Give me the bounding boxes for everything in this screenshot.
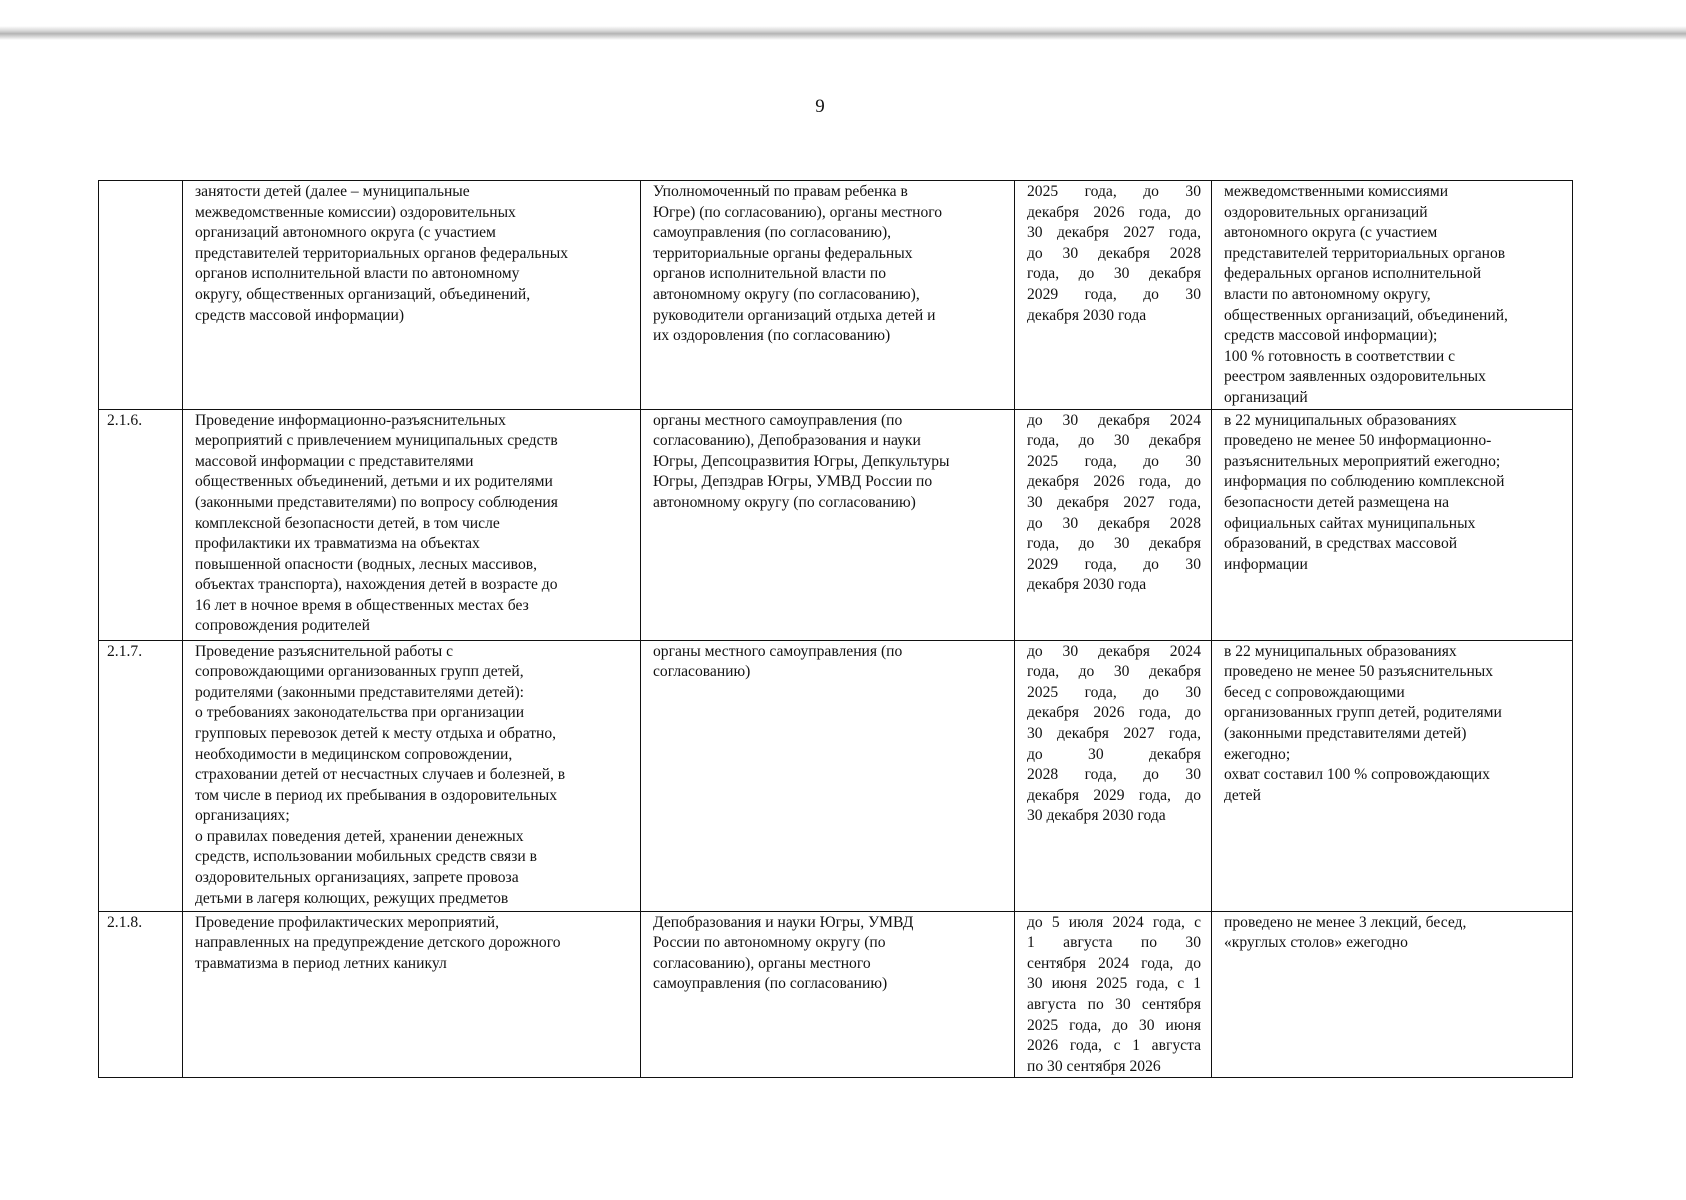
text-line: реестром заявленных оздоровительных: [1224, 368, 1486, 386]
text-line: том числе в период их пребывания в оздоровительных: [195, 786, 558, 804]
page-number: 9: [815, 96, 825, 117]
dates-text: [1027, 411, 1201, 596]
text-line: безопасности детей размещена на: [1224, 493, 1450, 511]
text-line: в 22 муниципальных образованиях: [1224, 642, 1457, 660]
event-cell: [183, 181, 641, 410]
text-line: Югры, Депздрав Югры, УМВД России по: [653, 473, 933, 491]
event-text: [195, 642, 630, 910]
text-line: Проведение информационно-разъяснительных: [195, 411, 506, 429]
result-text: [1224, 913, 1562, 954]
text-line: Югры, Депсоцразвития Югры, Депкультуры: [653, 452, 950, 470]
executors-cell: [641, 640, 1015, 911]
text-line: (законными представителями) по вопросу соблюдения: [195, 493, 558, 511]
dates-cell: [1015, 409, 1212, 640]
result-cell: [1212, 181, 1573, 410]
text-line: 2025 года, до 30: [1027, 683, 1201, 701]
text-line: согласованию), Депобразования и науки: [653, 432, 921, 450]
text-line: 30 декабря 2027 года,: [1027, 493, 1201, 511]
text-line: (законными представителями детей): [1224, 724, 1467, 742]
text-line: направленных на предупреждение детского дорожного: [195, 934, 561, 952]
event-cell: [183, 409, 641, 640]
plan-table: [98, 180, 1573, 1078]
text-line: мероприятий с привлечением муниципальных средств: [195, 432, 558, 450]
text-line: межведомственными комиссиями: [1224, 183, 1449, 200]
text-line: органов исполнительной власти по: [653, 265, 886, 283]
text-line: общественных организаций, объединений,: [1224, 306, 1508, 324]
plan-table-body: [99, 181, 1573, 1078]
text-line: занятости детей (далее – муниципальные: [195, 183, 470, 200]
event-cell: [183, 911, 641, 1078]
text-line: года, до 30 декабря: [1027, 663, 1201, 681]
event-text: [195, 411, 630, 638]
text-line: 2025 года, до 30 июня: [1027, 1016, 1201, 1034]
text-line: страховании детей от несчастных случаев и болезней, в: [195, 766, 566, 784]
text-line: комплексной безопасности детей, в том числе: [195, 514, 500, 532]
text-line: власти по автономному округу,: [1224, 285, 1431, 303]
text-line: декабря 2030 года: [1027, 576, 1147, 594]
text-line: организаций: [1224, 388, 1308, 406]
text-line: года, до 30 декабря: [1027, 265, 1201, 283]
table-row: [99, 181, 1573, 410]
text-line: 2028 года, до 30: [1027, 766, 1201, 784]
text-line: согласованию), органы местного: [653, 954, 871, 972]
text-line: самоуправления (по согласованию),: [653, 224, 892, 242]
table-row: [99, 911, 1573, 1078]
executors-cell: [641, 409, 1015, 640]
text-line: территориальные органы федеральных: [653, 244, 913, 262]
text-line: сопровождающими организованных групп детей,: [195, 663, 524, 681]
text-line: оздоровительных организаций: [1224, 203, 1428, 221]
text-line: Югре) (по согласованию), органы местного: [653, 203, 943, 221]
text-line: декабря 2030 года: [1027, 306, 1147, 324]
text-line: года, до 30 декабря: [1027, 432, 1201, 450]
text-line: органов исполнительной власти по автономному: [195, 265, 520, 283]
text-line: декабря 2026 года, до: [1027, 704, 1201, 722]
text-line: о требованиях законодательства при организации: [195, 704, 525, 722]
text-line: декабря 2029 года, до: [1027, 786, 1201, 804]
executors-cell: [641, 911, 1015, 1078]
text-line: проведено не менее 50 разъяснительных: [1224, 663, 1494, 681]
text-line: сентября 2024 года, до: [1027, 954, 1201, 972]
text-line: органы местного самоуправления (по: [653, 411, 903, 429]
text-line: информация по соблюдению комплексной: [1224, 473, 1505, 491]
item-number-cell: 2.1.7.: [99, 640, 183, 911]
text-line: 1 августа по 30: [1027, 934, 1201, 952]
text-line: сопровождения родителей: [195, 617, 370, 635]
text-line: 100 % готовность в соответствии с: [1224, 347, 1456, 365]
item-number-cell: 2.1.6.: [99, 409, 183, 640]
text-line: 2029 года, до 30: [1027, 555, 1201, 573]
text-line: 30 декабря 2027 года,: [1027, 224, 1201, 242]
text-line: охват составил 100 % сопровождающих: [1224, 766, 1490, 784]
text-line: августа по 30 сентября: [1027, 995, 1201, 1013]
text-line: Проведение разъяснительной работы с: [195, 642, 454, 660]
executors-text: [653, 411, 1004, 514]
text-line: до 30 декабря: [1027, 745, 1201, 763]
text-line: разъяснительных мероприятий ежегодно;: [1224, 452, 1501, 470]
dates-cell: [1015, 911, 1212, 1078]
text-line: организованных групп детей, родителями: [1224, 704, 1502, 722]
text-line: родителями (законными представителями детей):: [195, 683, 524, 701]
text-line: органы местного самоуправления (по: [653, 642, 903, 660]
text-line: декабря 2026 года, до: [1027, 203, 1201, 221]
result-cell: [1212, 640, 1573, 911]
text-line: 2026 года, с 1 августа: [1027, 1037, 1201, 1055]
text-line: Уполномоченный по правам ребенка в: [653, 183, 908, 200]
result-cell: [1212, 911, 1573, 1078]
result-cell: [1212, 409, 1573, 640]
text-line: необходимости в медицинском сопровождении,: [195, 745, 513, 763]
text-line: средств, использовании мобильных средств связи в: [195, 848, 537, 866]
text-line: в 22 муниципальных образованиях: [1224, 411, 1457, 429]
text-line: декабря 2026 года, до: [1027, 473, 1201, 491]
text-line: года, до 30 декабря: [1027, 535, 1201, 553]
text-line: повышенной опасности (водных, лесных массивов,: [195, 555, 537, 573]
text-line: детьми в лагеря колющих, режущих предметов: [195, 889, 509, 907]
text-line: проведено не менее 50 информационно-: [1224, 432, 1492, 450]
result-text: [1224, 411, 1562, 576]
item-number-cell: [99, 181, 183, 410]
result-text: [1224, 642, 1562, 807]
item-number-cell: 2.1.8.: [99, 911, 183, 1078]
text-line: согласованию): [653, 663, 751, 681]
dates-text: [1027, 913, 1201, 1078]
text-line: «круглых столов» ежегодно: [1224, 934, 1408, 952]
result-text: [1224, 182, 1562, 409]
dates-cell: [1015, 181, 1212, 410]
text-line: самоуправления (по согласованию): [653, 975, 888, 993]
event-text: [195, 182, 630, 326]
text-line: 2029 года, до 30: [1027, 285, 1201, 303]
text-line: до 30 декабря 2024: [1027, 642, 1201, 660]
text-line: средств массовой информации);: [1224, 327, 1438, 345]
dates-text: [1027, 642, 1201, 827]
scan-edge-artifact: [0, 26, 1686, 40]
text-line: 30 декабря 2030 года: [1027, 807, 1166, 825]
dates-cell: [1015, 640, 1212, 911]
text-line: России по автономному округу (по: [653, 934, 886, 952]
text-line: по 30 сентября 2026: [1027, 1057, 1161, 1075]
text-line: бесед с сопровождающими: [1224, 683, 1405, 701]
text-line: образований, в средствах массовой: [1224, 535, 1458, 553]
text-line: профилактики их травматизма на объектах: [195, 535, 480, 553]
text-line: информации: [1224, 555, 1308, 573]
text-line: автономного округа (с участием: [1224, 224, 1438, 242]
text-line: Проведение профилактических мероприятий,: [195, 913, 499, 931]
executors-text: [653, 913, 1004, 995]
text-line: организациях;: [195, 807, 290, 825]
text-line: автономному округу (по согласованию),: [653, 285, 920, 303]
text-line: их оздоровления (по согласованию): [653, 327, 891, 345]
text-line: средств массовой информации): [195, 306, 405, 324]
text-line: Депобразования и науки Югры, УМВД: [653, 913, 914, 931]
text-line: до 30 декабря 2028: [1027, 514, 1201, 532]
text-line: межведомственные комиссии) оздоровительных: [195, 203, 516, 221]
text-line: представителей территориальных органов федеральных: [195, 244, 569, 262]
event-cell: [183, 640, 641, 911]
text-line: общественных объединений, детьми и их родителями: [195, 473, 553, 491]
text-line: официальных сайтах муниципальных: [1224, 514, 1476, 532]
text-line: массовой информации с представителями: [195, 452, 474, 470]
text-line: до 30 декабря 2024: [1027, 411, 1201, 429]
text-line: 2025 года, до 30: [1027, 183, 1201, 200]
text-line: групповых перевозок детей к месту отдыха и обратно,: [195, 724, 557, 742]
text-line: детей: [1224, 786, 1261, 804]
text-line: автономному округу (по согласованию): [653, 493, 916, 511]
text-line: ежегодно;: [1224, 745, 1291, 763]
executors-text: [653, 182, 1004, 347]
text-line: руководители организаций отдыха детей и: [653, 306, 936, 324]
text-line: представителей территориальных органов: [1224, 244, 1506, 262]
text-line: до 5 июля 2024 года, с: [1027, 913, 1201, 931]
table-row: [99, 640, 1573, 911]
text-line: о правилах поведения детей, хранении денежных: [195, 827, 524, 845]
text-line: до 30 декабря 2028: [1027, 244, 1201, 262]
text-line: 16 лет в ночное время в общественных местах без: [195, 596, 529, 614]
dates-text: [1027, 182, 1201, 326]
text-line: федеральных органов исполнительной: [1224, 265, 1482, 283]
text-line: округу, общественных организаций, объединений,: [195, 285, 531, 303]
text-line: оздоровительных организациях, запрете провоза: [195, 869, 519, 887]
text-line: 2025 года, до 30: [1027, 452, 1201, 470]
text-line: 30 декабря 2027 года,: [1027, 724, 1201, 742]
executors-cell: [641, 181, 1015, 410]
text-line: объектах транспорта), нахождения детей в возрасте до: [195, 576, 558, 594]
text-line: проведено не менее 3 лекций, бесед,: [1224, 913, 1467, 931]
event-text: [195, 913, 630, 975]
text-line: организаций автономного округа (с участием: [195, 224, 496, 242]
text-line: 30 июня 2025 года, с 1: [1027, 975, 1201, 993]
text-line: травматизма в период летних каникул: [195, 954, 447, 972]
executors-text: [653, 642, 1004, 683]
table-row: [99, 409, 1573, 640]
